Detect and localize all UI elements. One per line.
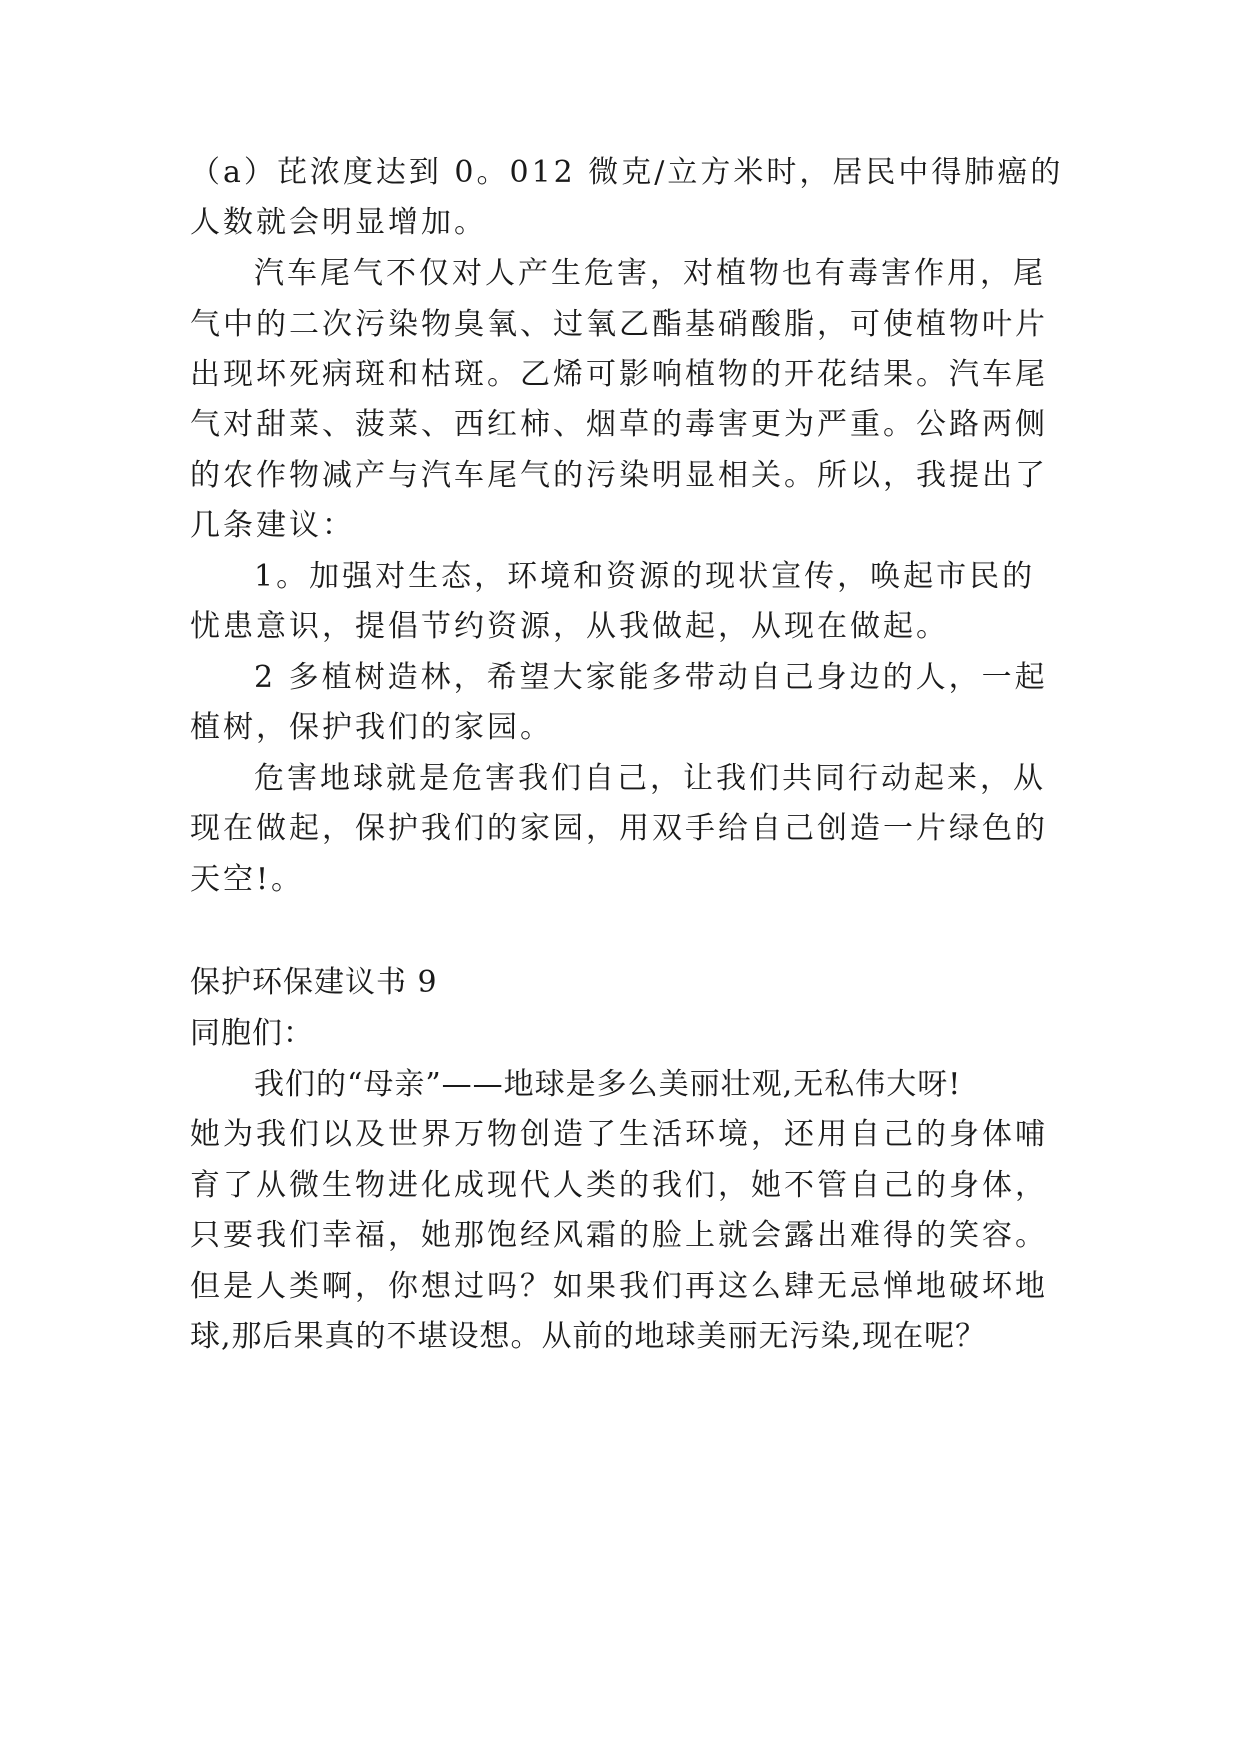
section-title: 保护环保建议书 9 [190, 965, 438, 1000]
paragraph-line: 我们的“母亲”——地球是多么美丽壮观,无私伟大呀! [254, 1067, 962, 1102]
paragraph-line: 现在做起，保护我们的家园，用双手给自己创造一片绿色的 [190, 811, 1048, 846]
paragraph-line: 但是人类啊，你想过吗？如果我们再这么肆无忌惮地破坏地 [190, 1269, 1048, 1304]
paragraph-line: 只要我们幸福，她那饱经风霜的脸上就会露出难得的笑容。 [190, 1218, 1048, 1253]
paragraph-line: 人数就会明显增加。 [190, 205, 487, 240]
paragraph-line: 出现坏死病斑和枯斑。乙烯可影响植物的开花结果。汽车尾 [190, 357, 1048, 392]
paragraph-line: 植树，保护我们的家园。 [190, 710, 553, 745]
paragraph-line: 球,那后果真的不堪设想。从前的地球美丽无污染,现在呢？ [190, 1319, 987, 1354]
paragraph-line: 几条建议： [190, 508, 355, 543]
paragraph-line: 汽车尾气不仅对人产生危害，对植物也有毒害作用，尾 [254, 256, 1046, 291]
paragraph-line: 忧患意识，提倡节约资源，从我做起，从现在做起。 [190, 609, 949, 644]
paragraph-line: 的农作物减产与汽车尾气的污染明显相关。所以，我提出了 [190, 458, 1048, 493]
paragraph-line: 2 多植树造林，希望大家能多带动自己身边的人，一起 [254, 660, 1048, 695]
paragraph-line: 气中的二次污染物臭氧、过氧乙酯基硝酸脂，可使植物叶片 [190, 307, 1048, 342]
paragraph-line: 危害地球就是危害我们自己，让我们共同行动起来，从 [254, 761, 1046, 796]
paragraph-line: （a）芘浓度达到 0。012 微克/立方米时，居民中得肺癌的 [190, 155, 1064, 190]
paragraph-line: 她为我们以及世界万物创造了生活环境，还用自己的身体哺 [190, 1117, 1048, 1152]
paragraph-line: 天空!。 [190, 862, 305, 897]
salutation: 同胞们： [190, 1016, 314, 1051]
paragraph-line: 气对甜菜、菠菜、西红柿、烟草的毒害更为严重。公路两侧 [190, 407, 1048, 442]
paragraph-line: 1。加强对生态，环境和资源的现状宣传，唤起市民的 [254, 559, 1036, 594]
paragraph-line: 育了从微生物进化成现代人类的我们，她不管自己的身体， [190, 1168, 1048, 1203]
